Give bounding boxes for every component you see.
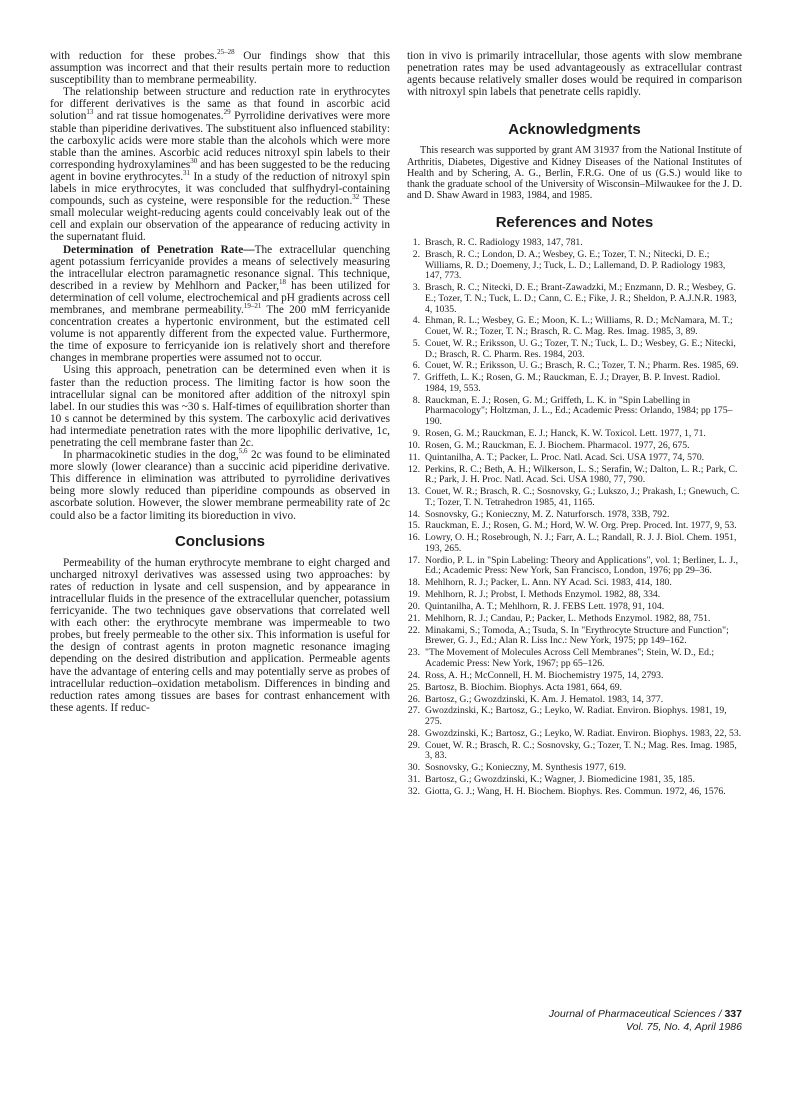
reference-item xyxy=(407,339,742,360)
reference-number: 10. xyxy=(407,439,420,451)
reference-text: Mehlhorn, R. J.; Candau, P.; Packer, L. Methods Enzymol. 1982, 88, 751. xyxy=(425,612,711,624)
reference-item xyxy=(407,510,742,521)
page-number: 337 xyxy=(724,1008,742,1020)
reference-number: 25. xyxy=(407,681,420,693)
reference-number: 21. xyxy=(407,612,420,624)
reference-number: 6. xyxy=(412,360,420,372)
reference-text: Gwozdzinski, K.; Bartosz, G.; Leyko, W. Radiat. Environ. Biophys. 1981, 19, 275. xyxy=(425,705,727,728)
reference-number: 12. xyxy=(407,463,420,475)
journal-issue: Vol. 75, No. 4, April 1986 xyxy=(626,1020,742,1033)
reference-text: Couet, W. R.; Eriksson, U. G.; Tozer, T. N.; Tuck, L. D.; Wesbey, G. E.; Nitecki, D.; Brasch, R. C. Pharm. Res. 1984, 203. xyxy=(425,337,736,360)
reference-number: 8. xyxy=(412,394,420,406)
reference-number: 14. xyxy=(407,508,420,520)
reference-text: Rosen, G. M.; Rauckman, E. J.; Hanck, K. W. Toxicol. Lett. 1977, 1, 71. xyxy=(425,427,706,439)
reference-text: Brasch, R. C. Radiology 1983, 147, 781. xyxy=(425,237,583,249)
reference-number: 1. xyxy=(412,237,420,249)
reference-item xyxy=(407,429,742,440)
reference-text: Couet, W. R.; Brasch, R. C.; Sosnovsky, G.; Lukszo, J.; Prakash, I.; Gnewuch, C. T.; Tozer, T. N. Tetrahedron 1985, 41, 1165. xyxy=(425,486,740,508)
reference-item xyxy=(407,578,742,589)
reference-text: Quintanilha, A. T.; Mehlhorn, R. J. FEBS Lett. 1978, 91, 104. xyxy=(425,601,665,613)
reference-number: 22. xyxy=(407,624,420,636)
reference-text: Ross, A. H.; McConnell, H. M. Biochemistry 1975, 14, 2793. xyxy=(425,669,664,681)
reference-number: 11. xyxy=(408,451,420,463)
reference-number: 19. xyxy=(407,589,420,601)
body-paragraph: tion in vivo is primarily intracellular, those agents with slow membrane penetration rates may be used advantageously as extracellular contrast agents because relatively smaller doses would be required in comparison with nitroxyl spin labels that penetrate cells rapidly. xyxy=(407,50,742,99)
reference-text: "The Movement of Molecules Across Cell Membranes"; Stein, W. D., Ed.; Academic Press: New York, 1967; pp 65–126. xyxy=(425,647,715,669)
reference-item xyxy=(407,521,742,532)
reference-item xyxy=(407,648,742,669)
reference-text: Couet, W. R.; Eriksson, U. G.; Brasch, R. C.; Tozer, T. N.; Pharm. Res. 1985, 69. xyxy=(425,360,739,372)
references-list xyxy=(407,238,742,797)
reference-item xyxy=(407,741,742,762)
reference-item xyxy=(407,361,742,372)
references-heading: References and Notes xyxy=(495,214,654,232)
conclusions-paragraph: Permeability of the human erythrocyte membrane to eight charged and uncharged nitroxyl derivatives was assessed using two approaches: by rates of reduction in lysate and cell suspension, and by appearance in intracellular fluids in the presence of the extracellular quencher, potassium ferricyanide. The two techniques gave observations that correlated well with each other: the erythrocyte membrane was impermeable to two probes, but freely permeable to the other six. This information is useful for the design of contrast agents in proton magnetic resonance imaging depending on the desired distribution and application. Permeable agents have the advantage of entering cells and may potentially serve as probes of intracellular reduction–oxidation metabolism. Differences in binding and reduction rates among tissues are bases for contrast enhancement with these agents. If reduc- xyxy=(50,556,390,714)
body-paragraph: Determination of Penetration Rate—The extracellular quenching agent potassium ferricyanide provides a means of selectively measuring the intracellular electron paramagnetic resonance signal. This technique, described in a review by Mehlhorn and Packer,$^{18}$ has been utilized for determination of cell volume, electrochemical and pH gradients across cell membranes, and membrane permeability.$^{19-21}$ The 200 mM ferricyanide concentration creates a hypertonic environment, but the estimated cell volume is not apparently different from the expected value. Furthermore, the time of exposure to ferricyanide ion is relatively short and therefore changes in membrane properties were assumed not to occur. xyxy=(50,243,391,365)
reference-number: 5. xyxy=(412,337,420,349)
reference-item xyxy=(407,729,742,740)
reference-text: Gwozdzinski, K.; Bartosz, G.; Leyko, W. Radiat. Environ. Biophys. 1983, 22, 53. xyxy=(425,727,742,739)
reference-number: 32. xyxy=(407,786,420,798)
reference-text: Minakami, S.; Tomoda, A.; Tsuda, S. In "Erythrocyte Structure and Function"; Brewer, G. J., Ed.; Alan R. Liss Inc.: New York, 1975; pp 149–162. xyxy=(425,624,729,647)
reference-item xyxy=(407,626,742,647)
reference-number: 27. xyxy=(407,705,420,717)
reference-number: 15. xyxy=(407,520,420,532)
reference-item xyxy=(407,763,742,774)
body-paragraph: The relationship between structure and reduction rate in erythrocytes for different derivatives is the same as that found in ascorbic acid solution$^{13}$ and rat tissue homogenates.$^{29}$ Pyrrolidine derivatives were more stable than piperidine derivatives. The substituent also influenced stability: the carboxylic acids were more stable than the alcohols which were more stable than the amines. Ascorbic acid reduces nitroxyl spin labels to their corresponding hydroxylamines$^{30}$ and has been suggested to be the reducing agent in bovine erythrocytes.$^{31}$ In a study of the reduction of nitroxyl spin labels in mice erythrocytes, it was concluded that sulfhydryl-containing compounds, such as cysteine, were responsible for the reduction.$^{32}$ These small molecular weight-reducing agents could conceivably leak out of the cell and explain our observation of the appearance of reducing activity in the supernatant fluid. xyxy=(50,86,390,244)
reference-number: 9. xyxy=(412,427,420,439)
conclusions-heading: Conclusions xyxy=(174,532,265,550)
reference-number: 7. xyxy=(412,372,420,384)
reference-text: Ehman, R. L.; Wesbey, G. E.; Moon, K. L.; Williams, R. D.; McNamara, M. T.; Couet, W. R.; Tozer, T. N.; Brasch, R. C. Mag. Res. Imag. 1985, 3, 89. xyxy=(425,315,733,338)
reference-item xyxy=(407,775,742,786)
reference-number: 30. xyxy=(407,762,420,774)
reference-number: 23. xyxy=(407,647,420,659)
reference-item xyxy=(407,671,742,682)
reference-text: Rauckman, E. J.; Rosen, G. M.; Griffeth, L. K. in "Spin Labelling in Pharmacology"; Holtzman, J. L., Ed.; Academic Press: Orlando, 1984; pp 175–190. xyxy=(425,394,733,427)
reference-number: 24. xyxy=(407,669,420,681)
reference-item xyxy=(407,250,742,282)
reference-item xyxy=(407,533,742,554)
reference-text: Sosnovsky, G.; Konieczny, M. Synthesis 1977, 619. xyxy=(425,762,627,774)
reference-text: Giotta, G. J.; Wang, H. H. Biochem. Biophys. Res. Commun. 1972, 46, 1576. xyxy=(425,786,726,798)
reference-number: 17. xyxy=(407,554,420,566)
run-in-heading: Determination of Penetration Rate— xyxy=(63,243,255,256)
reference-item xyxy=(407,787,742,798)
reference-item xyxy=(407,590,742,601)
reference-number: 16. xyxy=(407,532,420,544)
body-paragraph: Using this approach, penetration can be determined even when it is faster than the reduction process. The limiting factor is how soon the intracellular signal can be monitored after addition of the nitroxyl spin label. In our studies this was ~30 s. Half-times of equilibration shorter than 10 s cannot be determined by this system. The carboxylic acid derivatives had intermediate penetration rates with the more lipophilic derivative, 1c, penetrating the cell membrane faster than 2c. xyxy=(50,364,390,449)
reference-number: 26. xyxy=(407,693,420,705)
acknowledgments-text: This research was supported by grant AM 31937 from the National Institute of Arthritis, Diabetes, Digestive and Kidney Diseases of the National Institutes of Health and by Schering, A. G., Berlin, F.R.G. One of us (G.S.) would like to thank the graduate school of the University of Wisconsin–Milwaukee for the J. D. and D. Shaw Award in 1983, 1984, and 1985. xyxy=(407,145,742,202)
reference-text: Sosnovsky, G.; Konieczny, M. Z. Naturforsch. 1978, 33B, 792. xyxy=(425,508,670,520)
reference-text: Couet, W. R.; Brasch, R. C.; Sosnovsky, G.; Tozer, T. N.; Mag. Res. Imag. 1985, 3, 83. xyxy=(425,739,737,762)
reference-item xyxy=(407,453,742,464)
reference-number: 18. xyxy=(407,577,420,589)
reference-number: 28. xyxy=(407,727,420,739)
reference-number: 2. xyxy=(412,249,420,261)
reference-text: Rauckman, E. J.; Rosen, G. M.; Hord, W. W. Org. Prep. Proced. Int. 1977, 9, 53. xyxy=(425,520,737,532)
reference-text: Quintanilha, A. T.; Packer, L. Proc. Natl. Acad. Sci. USA 1977, 74, 570. xyxy=(425,451,705,463)
reference-item xyxy=(407,706,742,727)
reference-item xyxy=(407,283,742,315)
reference-text: Bartosz, G.; Gwozdzinski, K.; Wagner, J. Biomedicine 1981, 35, 185. xyxy=(425,774,695,786)
reference-text: Bartosz, G.; Gwozdzinski, K. Am. J. Hematol. 1983, 14, 377. xyxy=(425,693,664,705)
body-paragraph: In pharmacokinetic studies in the dog,$^{5,6}$ 2c was found to be eliminated more slowly (lower clearance) than a succinic acid piperidine derivative. This difference in elimination was attributed to pyrrolidine derivatives being more slowly reduced than piperidine compounds as observed in ascorbate solution. However, the slower membrane permeability rate of 2c could also be a factor limiting its bioreduction in vivo. xyxy=(50,447,390,522)
reference-text: Griffeth, L. K.; Rosen, G. M.; Rauckman, E. J.; Drayer, B. P. Invest. Radiol. 1984, 19, 553. xyxy=(425,372,721,394)
reference-text: Mehlhorn, R. J.; Probst, I. Methods Enzymol. 1982, 88, 334. xyxy=(425,589,661,601)
reference-item xyxy=(407,441,742,452)
reference-number: 13. xyxy=(407,486,420,498)
right-column xyxy=(407,50,742,799)
reference-item xyxy=(407,614,742,625)
reference-text: Mehlhorn, R. J.; Packer, L. Ann. NY Acad. Sci. 1983, 414, 180. xyxy=(425,577,672,589)
reference-number: 3. xyxy=(412,282,420,294)
reference-text: Brasch, R. C.; Nitecki, D. E.; Brant-Zawadzki, M.; Enzmann, D. R.; Wesbey, G. E.; Tozer, T. N.; Tuck, L. D.; Cann, C. E.; Fike, J. R.; Sheldon, P. A.J.N.R. 1983, 4, 1035. xyxy=(425,282,737,315)
reference-item xyxy=(407,465,742,486)
journal-name: Journal of Pharmaceutical Sciences / xyxy=(548,1008,725,1020)
acknowledgments-heading: Acknowledgments xyxy=(508,121,641,139)
reference-item xyxy=(407,373,742,394)
reference-item xyxy=(407,556,742,577)
reference-number: 20. xyxy=(407,601,420,613)
body-paragraph: with reduction for these probes.$^{25-28}$ Our findings show that this assumption was incorrect and that their results pertain more to reduction susceptibility than to membrane permeability. xyxy=(50,48,390,87)
reference-item xyxy=(407,602,742,613)
reference-text: Rosen, G. M.; Rauckman, E. J. Biochem. Pharmacol. 1977, 26, 675. xyxy=(425,439,690,451)
reference-text: Lowry, O. H.; Rosebrough, N. J.; Farr, A. L.; Randall, R. J. J. Biol. Chem. 1951, 193, 265. xyxy=(425,532,737,554)
reference-text: Brasch, R. C.; London, D. A.; Wesbey, G. E.; Tozer, T. N.; Nitecki, D. E.; Williams, R. D.; Doemeny, J.; Tuck, L. D.; Lallemand, D. P. Radiology 1983, 147, 773. xyxy=(425,249,726,282)
reference-item xyxy=(407,683,742,694)
reference-item xyxy=(407,396,742,428)
reference-text: Nordio, P. L. in "Spin Labeling: Theory and Applications", vol. 1; Berliner, L. J., Ed.; Academic Press: New York, San Francisco, London, 1976; pp 29–36. xyxy=(425,554,739,577)
reference-text: Bartosz, B. Biochim. Biophys. Acta 1981, 664, 69. xyxy=(425,681,622,693)
left-column xyxy=(50,50,390,714)
reference-number: 29. xyxy=(407,739,420,751)
reference-item xyxy=(407,487,742,508)
reference-number: 4. xyxy=(412,315,420,327)
journal-footer xyxy=(520,1008,742,1033)
reference-item xyxy=(407,316,742,337)
reference-item xyxy=(407,238,742,249)
reference-item xyxy=(407,695,742,706)
reference-text: Perkins, R. C.; Beth, A. H.; Wilkerson, L. S.; Serafin, W.; Dalton, L. R.; Park, C. R.; Park, J. H. Proc. Natl. Acad. Sci. USA 1980, 77, 790. xyxy=(425,463,738,486)
reference-number: 31. xyxy=(407,774,420,786)
